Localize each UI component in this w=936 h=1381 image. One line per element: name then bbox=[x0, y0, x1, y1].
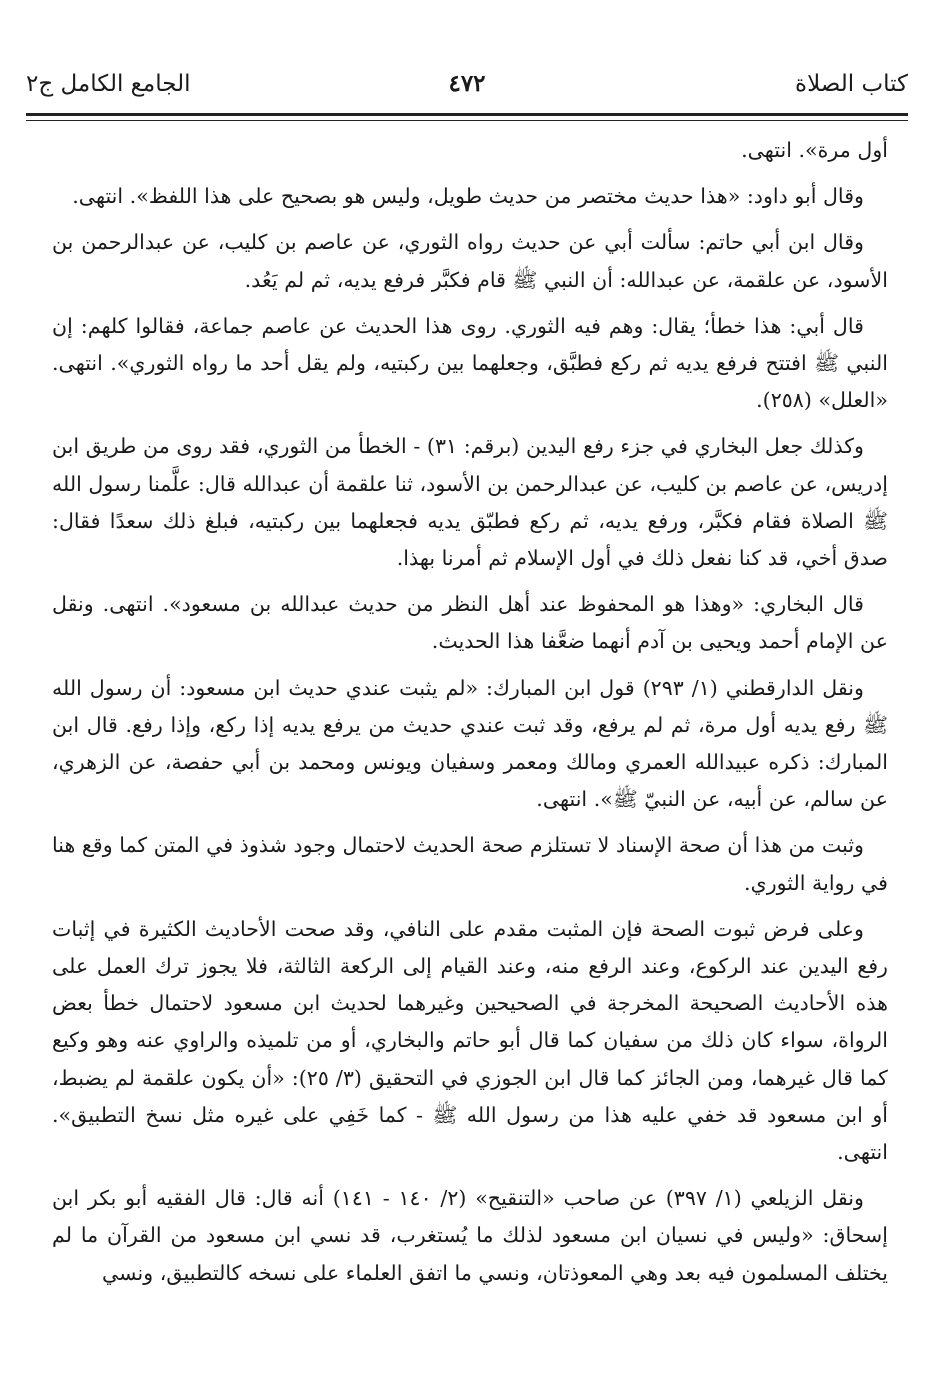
paragraph: وثبت من هذا أن صحة الإسناد لا تستلزم صحة الحديث لاحتمال وجود شذوذ في المتن كما وقع هنا في رواية الثوري. bbox=[52, 833, 888, 895]
page-header bbox=[26, 64, 908, 114]
chapter-title: كتاب الصلاة bbox=[795, 71, 908, 97]
paragraph: وقال أبو داود: «هذا حديث مختصر من حديث طويل، وليس هو بصحيح على هذا اللفظ». انتهى. bbox=[72, 184, 864, 209]
header-rule-thin bbox=[26, 120, 908, 121]
paragraph: وقال ابن أبي حاتم: سألت أبي عن حديث رواه الثوري، عن عاصم بن كليب، عن عبدالرحمن بن الأسود، عن علقمة، عن عبدالله: أن النبي ﷺ قام فكبَّر فرفع يديه، ثم لم يَعُد. bbox=[52, 230, 888, 292]
paragraph: وعلى فرض ثبوت الصحة فإن المثبت مقدم على النافي، وقد صحت الأحاديث الكثيرة في إثبات رفع اليدين عند الركوع، وعند الرفع منه، وعند القيام إلى الركعة الثالثة، فلا يجوز ترك العمل على هذه الأحاديث الصحيحة المخرجة في الصحيحين وغيرهما لحديث ابن مسعود لاحتمال خطأ بعض الرواة، سواء كان ذلك من سفيان كما قال أبو حاتم والبخاري، أو من تلميذه والراوي عنه وهو وكيع كما قال غيرهما، ومن الجائز كما قال ابن الجوزي في التحقيق (٣/ ٢٥): «أن يكون علقمة لم يضبط، أو ابن مسعود قد خفي عليه هذا من رسول الله ﷺ - كما خَفِي على غيره مثل نسخ التطبيق». انتهى. bbox=[52, 916, 888, 1165]
paragraph: ونقل الدارقطني (١/ ٢٩٣) قول ابن المبارك: «لم يثبت عندي حديث ابن مسعود: أن رسول الله ﷺ رفع يديه أول مرة، ثم لم يرفع، وقد ثبت عندي حديث من يرفع يديه إذا ركع، وإذا رفع. قال ابن المبارك: ذكره عبيدالله العمري ومالك ومعمر وسفيان ويونس ومحمد بن أبي حفصة، عن الزهري، عن سالم، عن أبيه، عن النبيّ ﷺ». انتهى. bbox=[52, 675, 888, 812]
header-rule-thick bbox=[26, 113, 908, 116]
page-number: ٤٧٢ bbox=[448, 70, 486, 97]
paragraph: قال أبي: هذا خطأ؛ يقال: وهم فيه الثوري. روى هذا الحديث عن عاصم جماعة، فقالوا كلهم: إن النبي ﷺ افتتح فرفع يديه ثم ركع فطبَّق، وجعلهما بين ركبتيه، ولم يقل أحد ما رواه الثوري». انتهى. «العلل» (٢٥٨). bbox=[52, 313, 888, 413]
paragraph: قال البخاري: «وهذا هو المحفوظ عند أهل النظر من حديث عبدالله بن مسعود». انتهى. ونقل عن الإمام أحمد ويحيى بن آدم أنهما ضعَّفا هذا الحديث. bbox=[52, 592, 888, 654]
paragraph: ونقل الزيلعي (١/ ٣٩٧) عن صاحب «التنقيح» (٢/ ١٤٠ - ١٤١) أنه قال: قال الفقيه أبو بكر ابن إسحاق: «وليس في نسيان ابن مسعود لذلك ما يُستغرب، قد نسي ابن مسعود من القرآن ما لم يختلف المسلمون فيه بعد وهي المعوذتان، ونسي ما اتفق العلماء على نسخه كالتطبيق، ونسي bbox=[52, 1186, 888, 1285]
paragraph: وكذلك جعل البخاري في جزء رفع اليدين (برقم: ٣١) - الخطأ من الثوري، فقد روى من طريق ابن إدريس، عن عاصم بن كليب، عن عبدالرحمن بن الأسود، ثنا علقمة أن عبدالله قال: علَّمنا رسول الله ﷺ الصلاة فقام فكبَّر، ورفع يديه، ثم ركع فطبّق يديه فجعلهما بين ركبتيه، فبلغ ذلك سعدًا فقال: صدق أخي، قد كنا نفعل ذلك في أول الإسلام ثم أمرنا بهذا. bbox=[52, 434, 888, 571]
page-body bbox=[52, 132, 888, 1301]
book-title: الجامع الكامل ج٢ bbox=[26, 71, 191, 97]
paragraph: أول مرة». انتهى. bbox=[741, 138, 888, 162]
